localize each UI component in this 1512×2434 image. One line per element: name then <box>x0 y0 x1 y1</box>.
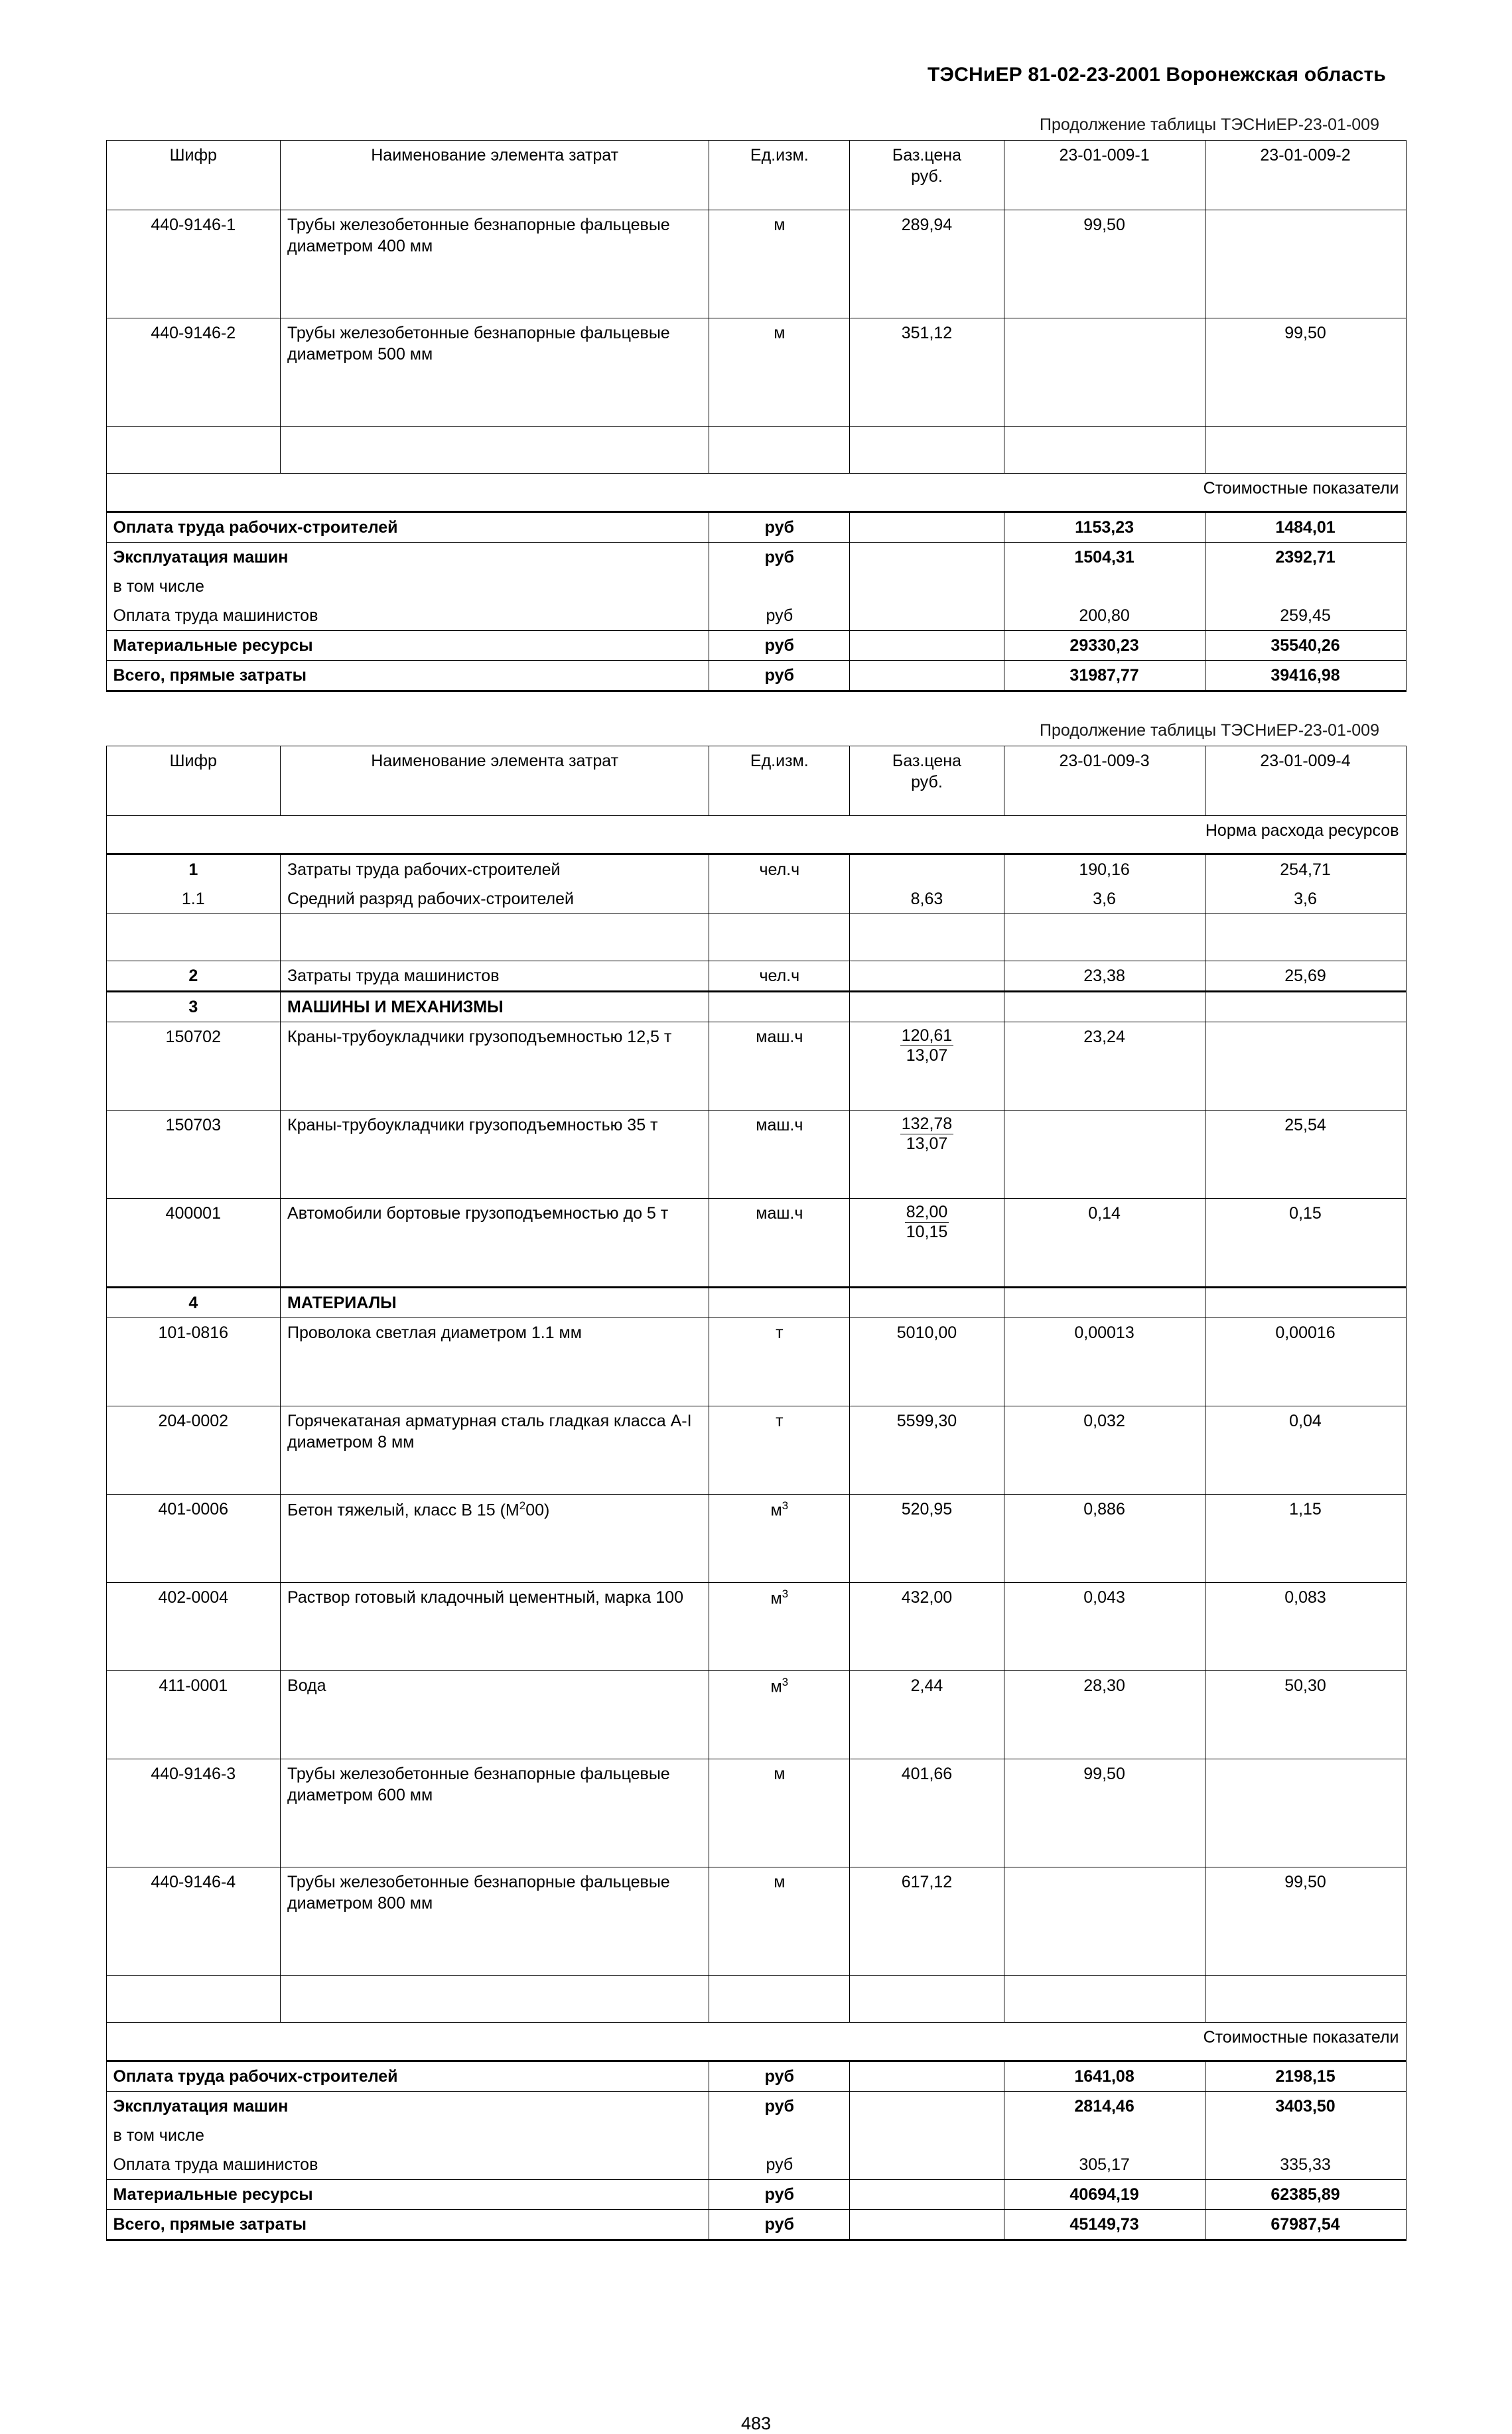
cost-unit: руб <box>709 2150 850 2180</box>
cost-value-2: 39416,98 <box>1205 661 1406 691</box>
row-unit: $м^3$ <box>709 1671 850 1759</box>
row-value-1 <box>1004 1288 1205 1318</box>
row-price <box>850 961 1004 992</box>
row-value-1: 23,38 <box>1004 961 1205 992</box>
row-value-2: 99,50 <box>1205 1867 1406 1976</box>
table-row <box>106 1199 1406 1288</box>
cost-value-2: 2392,71 <box>1205 543 1406 573</box>
cost-name: Эксплуатация машин <box>106 2092 709 2122</box>
row-price-denominator: 13,07 <box>906 1046 948 1065</box>
row-value-2: 50,30 <box>1205 1671 1406 1759</box>
row-name: МАШИНЫ И МЕХАНИЗМЫ <box>281 992 709 1022</box>
row-price: 5010,00 <box>850 1318 1004 1406</box>
cost-row <box>106 601 1406 631</box>
row-code: 440-9146-3 <box>106 1759 281 1867</box>
row-price-fraction <box>850 1022 1004 1111</box>
row-value-1: 99,50 <box>1004 1759 1205 1867</box>
cost-value-2: 1484,01 <box>1205 512 1406 543</box>
row-value-1: 0,00013 <box>1004 1318 1205 1406</box>
page-number: 483 <box>740 2413 772 2433</box>
cost-value-2 <box>1205 2121 1406 2150</box>
row-price: 289,94 <box>850 210 1004 318</box>
row-code: 440-9146-2 <box>106 318 281 427</box>
table-row <box>106 1406 1406 1495</box>
row-unit: м <box>709 1759 850 1867</box>
cost-name: Всего, прямые затраты <box>106 661 709 691</box>
cost-value-1 <box>1004 2121 1205 2150</box>
cost-name: Оплата труда рабочих-строителей <box>106 2061 709 2092</box>
table-row <box>106 1867 1406 1976</box>
row-code: 411-0001 <box>106 1671 281 1759</box>
row-unit: чел.ч <box>709 854 850 885</box>
cost-value-1: 45149,73 <box>1004 2210 1205 2240</box>
cost-row <box>106 2150 1406 2180</box>
row-name: Вода <box>281 1671 709 1759</box>
row-value-1: 0,14 <box>1004 1199 1205 1288</box>
row-code: 402-0004 <box>106 1583 281 1671</box>
row-name: Проволока светлая диаметром 1.1 мм <box>281 1318 709 1406</box>
spacer-cell <box>1205 427 1406 474</box>
cost-row <box>106 2180 1406 2210</box>
cost-unit: руб <box>709 601 850 631</box>
header-price <box>850 746 1004 816</box>
header-unit: Ед.изм. <box>709 141 850 210</box>
row-unit: маш.ч <box>709 1111 850 1199</box>
row-value-2 <box>1205 992 1406 1022</box>
cost-price <box>850 601 1004 631</box>
row-code: 150702 <box>106 1022 281 1111</box>
row-code: 1 <box>106 854 281 885</box>
cost-price <box>850 2180 1004 2210</box>
spacer-cell <box>709 914 850 961</box>
row-unit <box>709 1288 850 1318</box>
row-value-2: 0,04 <box>1205 1406 1406 1495</box>
cost-value-1: 31987,77 <box>1004 661 1205 691</box>
row-value-1: 28,30 <box>1004 1671 1205 1759</box>
row-price-denominator: 10,15 <box>906 1222 948 1241</box>
table-row <box>106 1111 1406 1199</box>
table-header-row <box>106 746 1406 816</box>
spacer-cell <box>281 914 709 961</box>
row-price: 432,00 <box>850 1583 1004 1671</box>
header-price-line1: Баз.цена <box>892 146 962 165</box>
cost-value-2: 35540,26 <box>1205 631 1406 661</box>
row-code: 3 <box>106 992 281 1022</box>
spacer-cell <box>1004 1976 1205 2023</box>
row-value-1: 190,16 <box>1004 854 1205 885</box>
cost-value-1: 2814,46 <box>1004 2092 1205 2122</box>
row-price-denominator: 13,07 <box>906 1134 948 1153</box>
table-spacer-row <box>106 1976 1406 2023</box>
spacer-cell <box>106 427 281 474</box>
table-spacer-row <box>106 914 1406 961</box>
row-value-1: 0,043 <box>1004 1583 1205 1671</box>
row-price-numerator: 132,78 <box>901 1115 953 1133</box>
cost-row <box>106 543 1406 573</box>
cost-value-1 <box>1004 572 1205 601</box>
table1-continuation-label: Продолжение таблицы ТЭСНиЕР-23-01-009 <box>1039 115 1379 134</box>
row-name: Затраты труда рабочих-строителей <box>281 854 709 885</box>
row-unit: м <box>709 1867 850 1976</box>
table-row <box>106 1759 1406 1867</box>
header-price-line1: Баз.цена <box>892 752 962 770</box>
row-value-1 <box>1004 318 1205 427</box>
table-section-row <box>106 1288 1406 1318</box>
spacer-cell <box>281 427 709 474</box>
row-code: 4 <box>106 1288 281 1318</box>
row-price: 401,66 <box>850 1759 1004 1867</box>
row-name: Трубы железобетонные безнапорные фальцевые диаметром 600 мм <box>281 1759 709 1867</box>
cost-value-2: 67987,54 <box>1205 2210 1406 2240</box>
row-value-1: 3,6 <box>1004 884 1205 914</box>
cost-value-1: 1153,23 <box>1004 512 1205 543</box>
cost-price <box>850 543 1004 573</box>
row-value-2: 99,50 <box>1205 318 1406 427</box>
header-name: Наименование элемента затрат <box>281 746 709 816</box>
cost-value-2: 2198,15 <box>1205 2061 1406 2092</box>
cost-unit: руб <box>709 2210 850 2240</box>
row-unit: м <box>709 210 850 318</box>
cost-price <box>850 631 1004 661</box>
cost-name: в том числе <box>106 2121 709 2150</box>
header-unit: Ед.изм. <box>709 746 850 816</box>
spacer-cell <box>1004 914 1205 961</box>
row-unit: $м^3$ <box>709 1495 850 1583</box>
row-unit <box>709 992 850 1022</box>
row-name: Трубы железобетонные безнапорные фальцевые диаметром 800 мм <box>281 1867 709 1976</box>
cost-value-2: 62385,89 <box>1205 2180 1406 2210</box>
spacer-cell <box>1205 914 1406 961</box>
norm-section-label-row <box>106 816 1406 854</box>
row-value-1: 0,886 <box>1004 1495 1205 1583</box>
cost-row <box>106 2061 1406 2092</box>
row-price: 520,95 <box>850 1495 1004 1583</box>
cost-price <box>850 2210 1004 2240</box>
row-price: 5599,30 <box>850 1406 1004 1495</box>
cost-name: Материальные ресурсы <box>106 2180 709 2210</box>
spacer-cell <box>850 427 1004 474</box>
table-row <box>106 854 1406 885</box>
cost-unit: руб <box>709 543 850 573</box>
cost-unit: руб <box>709 661 850 691</box>
table-spacer-row <box>106 427 1406 474</box>
header-name: Наименование элемента затрат <box>281 141 709 210</box>
row-value-2: 1,15 <box>1205 1495 1406 1583</box>
row-value-2 <box>1205 1288 1406 1318</box>
row-value-2: 254,71 <box>1205 854 1406 885</box>
row-name: Краны-трубоукладчики грузоподъемностью 12,5 т <box>281 1022 709 1111</box>
page-title: ТЭСНиЕР 81-02-23-2001 Воронежская область <box>928 64 1386 86</box>
row-price-numerator: 82,00 <box>906 1203 948 1221</box>
cost-price <box>850 2121 1004 2150</box>
cost-name: в том числе <box>106 572 709 601</box>
table-1 <box>106 140 1407 692</box>
row-value-1: 23,24 <box>1004 1022 1205 1111</box>
cost-row <box>106 512 1406 543</box>
row-value-2 <box>1205 1022 1406 1111</box>
spacer-cell <box>106 914 281 961</box>
row-price <box>850 1288 1004 1318</box>
cost-row <box>106 2210 1406 2240</box>
header-price-line2: руб. <box>911 773 943 791</box>
cost-price <box>850 572 1004 601</box>
table-2 <box>106 746 1407 2241</box>
cost-price <box>850 2150 1004 2180</box>
row-name: Горячекатаная арматурная сталь гладкая класса А-I диаметром 8 мм <box>281 1406 709 1495</box>
row-name: Трубы железобетонные безнапорные фальцевые диаметром 500 мм <box>281 318 709 427</box>
cost-row <box>106 2092 1406 2122</box>
row-name: Затраты труда машинистов <box>281 961 709 992</box>
table-row <box>106 961 1406 992</box>
table-row <box>106 318 1406 427</box>
table-row <box>106 1318 1406 1406</box>
spacer-cell <box>1004 427 1205 474</box>
cost-unit: руб <box>709 2180 850 2210</box>
row-value-2: 25,69 <box>1205 961 1406 992</box>
row-code: 101-0816 <box>106 1318 281 1406</box>
header-col2: 23-01-009-2 <box>1205 141 1406 210</box>
row-unit <box>709 884 850 914</box>
row-price-fraction <box>850 1111 1004 1199</box>
row-name: Раствор готовый кладочный цементный, марка 100 <box>281 1583 709 1671</box>
row-value-1 <box>1004 1111 1205 1199</box>
cost-value-2 <box>1205 572 1406 601</box>
header-code: Шифр <box>106 746 281 816</box>
row-price-numerator: 120,61 <box>901 1026 953 1045</box>
row-code: 1.1 <box>106 884 281 914</box>
spacer-cell <box>281 1976 709 2023</box>
cost-section-label: Стоимостные показатели <box>106 474 1406 512</box>
row-value-2: 25,54 <box>1205 1111 1406 1199</box>
table-header-row <box>106 141 1406 210</box>
header-price <box>850 141 1004 210</box>
row-unit: маш.ч <box>709 1199 850 1288</box>
row-unit: т <box>709 1318 850 1406</box>
row-value-1 <box>1004 992 1205 1022</box>
cost-name: Эксплуатация машин <box>106 543 709 573</box>
table2-continuation-label: Продолжение таблицы ТЭСНиЕР-23-01-009 <box>1039 721 1379 740</box>
cost-unit: руб <box>709 631 850 661</box>
row-price-fraction <box>850 1199 1004 1288</box>
table-row <box>106 1022 1406 1111</box>
table-row <box>106 210 1406 318</box>
row-value-2: 3,6 <box>1205 884 1406 914</box>
row-name: Средний разряд рабочих-строителей <box>281 884 709 914</box>
row-value-2 <box>1205 1759 1406 1867</box>
norm-section-label: Норма расхода ресурсов <box>106 816 1406 854</box>
row-price <box>850 992 1004 1022</box>
header-col1: 23-01-009-1 <box>1004 141 1205 210</box>
row-code: 2 <box>106 961 281 992</box>
cost-name: Оплата труда рабочих-строителей <box>106 512 709 543</box>
cost-value-1: 40694,19 <box>1004 2180 1205 2210</box>
row-name: Краны-трубоукладчики грузоподъемностью 35 т <box>281 1111 709 1199</box>
row-value-1 <box>1004 1867 1205 1976</box>
table-row <box>106 884 1406 914</box>
table-section-row <box>106 992 1406 1022</box>
row-name: Автомобили бортовые грузоподъемностью до 5 т <box>281 1199 709 1288</box>
row-value-1: 99,50 <box>1004 210 1205 318</box>
row-price: 351,12 <box>850 318 1004 427</box>
spacer-cell <box>709 1976 850 2023</box>
row-code: 440-9146-4 <box>106 1867 281 1976</box>
row-value-2: 0,00016 <box>1205 1318 1406 1406</box>
row-unit: т <box>709 1406 850 1495</box>
row-value-2: 0,15 <box>1205 1199 1406 1288</box>
row-price: 617,12 <box>850 1867 1004 1976</box>
header-col1: 23-01-009-3 <box>1004 746 1205 816</box>
spacer-cell <box>709 427 850 474</box>
row-unit: маш.ч <box>709 1022 850 1111</box>
cost-unit: руб <box>709 512 850 543</box>
row-name: Бетон тяжелый, класс В 15 $(М^200)$ <box>281 1495 709 1583</box>
cost-value-2: 259,45 <box>1205 601 1406 631</box>
spacer-cell <box>1205 1976 1406 2023</box>
cost-price <box>850 512 1004 543</box>
table-row <box>106 1583 1406 1671</box>
table-row <box>106 1495 1406 1583</box>
cost-value-1: 1641,08 <box>1004 2061 1205 2092</box>
cost-row <box>106 631 1406 661</box>
cost-price <box>850 661 1004 691</box>
row-value-1: 0,032 <box>1004 1406 1205 1495</box>
cost-section-label-row <box>106 2023 1406 2061</box>
spacer-cell <box>106 1976 281 2023</box>
row-unit: $м^3$ <box>709 1583 850 1671</box>
row-value-2 <box>1205 210 1406 318</box>
cost-section-label: Стоимостные показатели <box>106 2023 1406 2061</box>
cost-unit <box>709 2121 850 2150</box>
row-code: 440-9146-1 <box>106 210 281 318</box>
cost-unit: руб <box>709 2061 850 2092</box>
cost-value-2: 335,33 <box>1205 2150 1406 2180</box>
row-price: 2,44 <box>850 1671 1004 1759</box>
cost-value-1: 200,80 <box>1004 601 1205 631</box>
cost-name: Оплата труда машинистов <box>106 601 709 631</box>
cost-value-1: 29330,23 <box>1004 631 1205 661</box>
row-price: 8,63 <box>850 884 1004 914</box>
cost-name: Всего, прямые затраты <box>106 2210 709 2240</box>
cost-unit <box>709 572 850 601</box>
row-code: 401-0006 <box>106 1495 281 1583</box>
cost-price <box>850 2061 1004 2092</box>
row-code: 150703 <box>106 1111 281 1199</box>
header-price-line2: руб. <box>911 167 943 186</box>
cost-name: Материальные ресурсы <box>106 631 709 661</box>
table-row <box>106 1671 1406 1759</box>
row-code: 204-0002 <box>106 1406 281 1495</box>
cost-price <box>850 2092 1004 2122</box>
cost-name: Оплата труда машинистов <box>106 2150 709 2180</box>
row-unit: чел.ч <box>709 961 850 992</box>
cost-row <box>106 2121 1406 2150</box>
cost-value-1: 305,17 <box>1004 2150 1205 2180</box>
cost-row <box>106 572 1406 601</box>
spacer-cell <box>850 1976 1004 2023</box>
cost-row <box>106 661 1406 691</box>
cost-section-label-row <box>106 474 1406 512</box>
row-value-2: 0,083 <box>1205 1583 1406 1671</box>
header-code: Шифр <box>106 141 281 210</box>
spacer-cell <box>850 914 1004 961</box>
cost-value-2: 3403,50 <box>1205 2092 1406 2122</box>
cost-value-1: 1504,31 <box>1004 543 1205 573</box>
row-code: 400001 <box>106 1199 281 1288</box>
cost-unit: руб <box>709 2092 850 2122</box>
row-name: Трубы железобетонные безнапорные фальцевые диаметром 400 мм <box>281 210 709 318</box>
row-price <box>850 854 1004 885</box>
header-col2: 23-01-009-4 <box>1205 746 1406 816</box>
row-unit: м <box>709 318 850 427</box>
row-name: МАТЕРИАЛЫ <box>281 1288 709 1318</box>
